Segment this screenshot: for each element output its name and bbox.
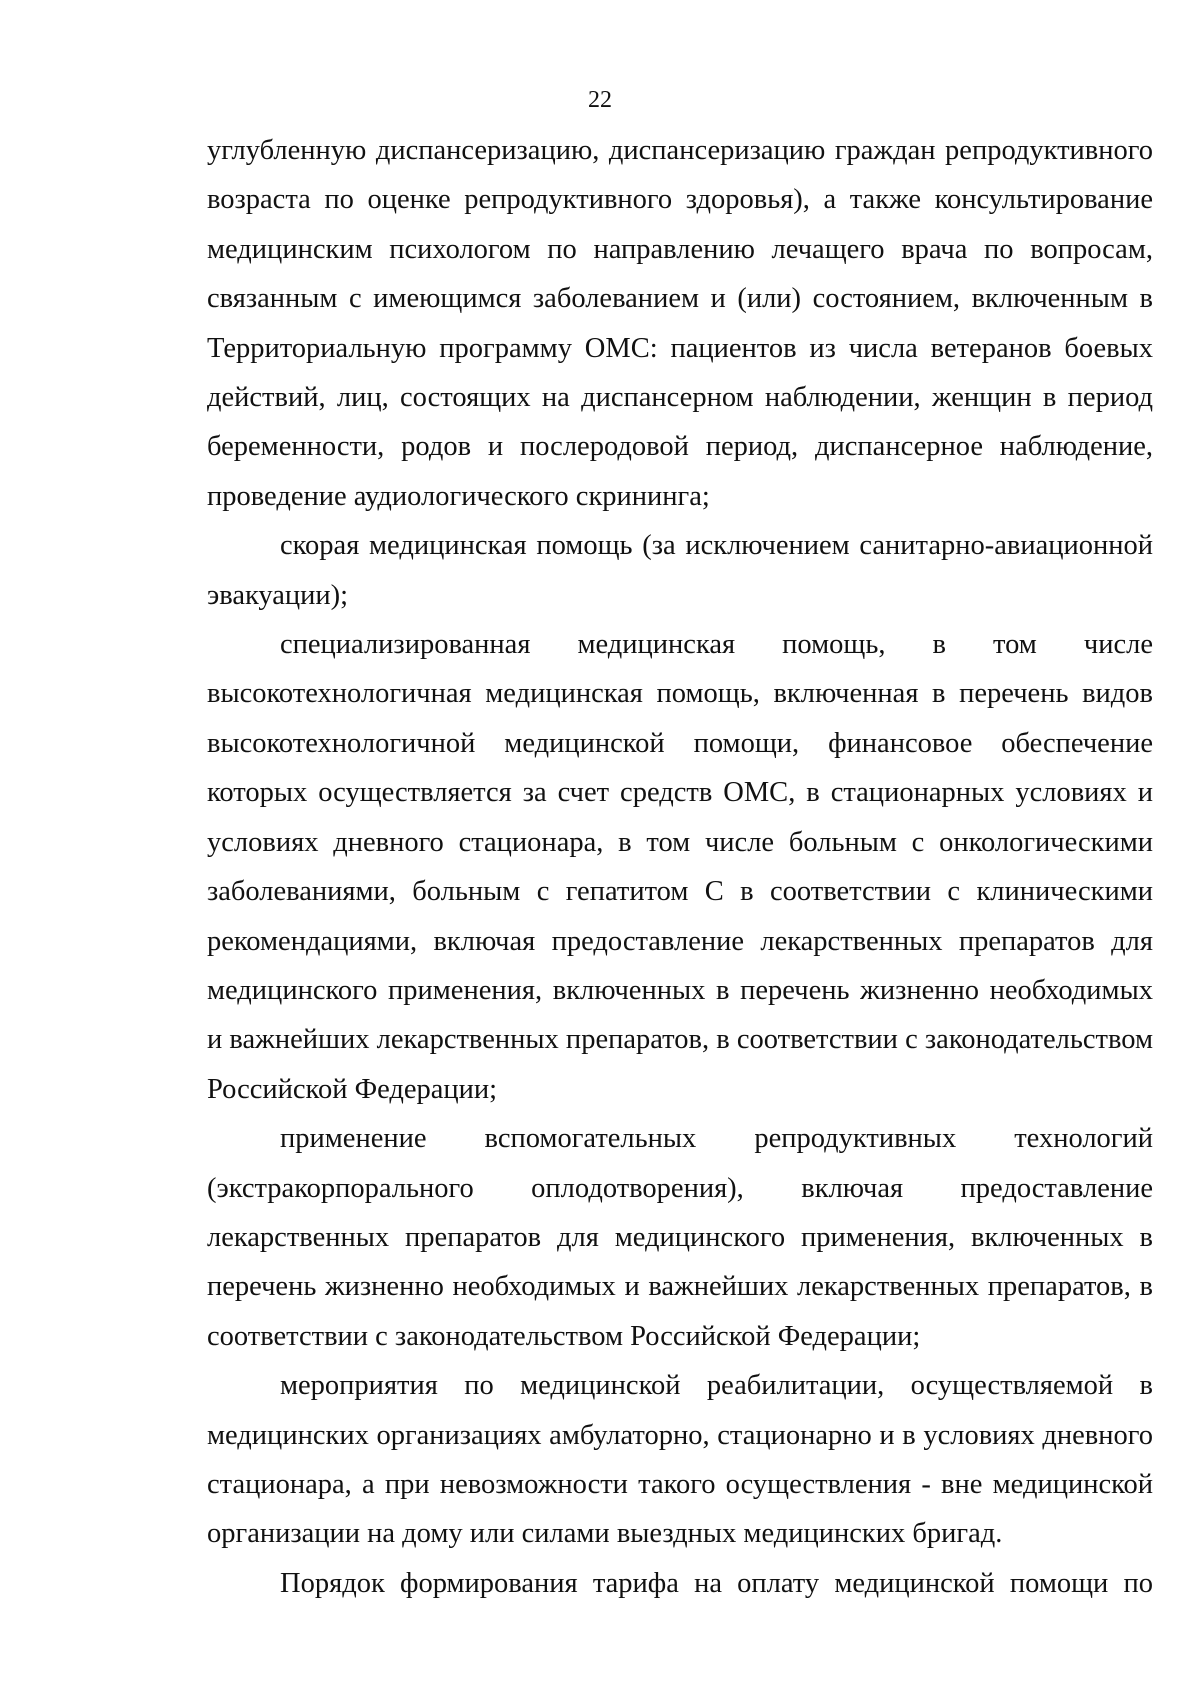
paragraph-tariff-procedure: Порядок формирования тарифа на оплату медицинской помощи по — [280, 1567, 1153, 1599]
paragraph-specialized-care: специализированная медицинская помощь, в том числе высокотехнологичная медицинская помощь, включенная в перечень видов высокотехнологичной медицинской помощи, финансовое обеспечение которых осуществляется за счет средств ОМС, в стационарных условиях и условиях дневного стационара, в том числе больным с онкологическими заболеваниями, больным с гепатитом С в соответствии с клиническими рекомендациями, включая предоставление лекарственных препаратов для медицинского применения, включенных в перечень жизненно необходимых и важнейших лекарственных препаратов, в соответствии с законодательством Российской Федерации; — [207, 629, 1153, 1105]
paragraph-reproductive-technologies: применение вспомогательных репродуктивных технологий (экстракорпорального оплодотворения), включая предоставление лекарственных препаратов для медицинского применения, включенных в перечень жизненно необходимых и важнейших лекарственных препаратов, в соответствии с законодательством Российской Федерации; — [207, 1123, 1153, 1352]
paragraph-rehabilitation: мероприятия по медицинской реабилитации, осуществляемой в медицинских организациях амбулаторно, стационарно и в условиях дневного стационара, а при невозможности такого осуществления - вне медицинской организации на дому или силами выездных медицинских бригад. — [207, 1370, 1153, 1550]
document-body — [207, 126, 1153, 1608]
paragraph-emergency-care: скорая медицинская помощь (за исключением санитарно-авиационной эвакуации); — [207, 530, 1153, 611]
page-number: 22 — [588, 87, 612, 113]
paragraph-continuation: углубленную диспансеризацию, диспансеризацию граждан репродуктивного возраста по оценке репродуктивного здоровья), а также консультирование медицинским психологом по направлению лечащего врача по вопросам, связанным с имеющимся заболеванием и (или) состоянием, включенным в Территориальную программу ОМС: пациентов из числа ветеранов боевых действий, лиц, состоящих на диспансерном наблюдении, женщин в период беременности, родов и послеродовой период, диспансерное наблюдение, проведение аудиологического скрининга; — [207, 135, 1153, 512]
